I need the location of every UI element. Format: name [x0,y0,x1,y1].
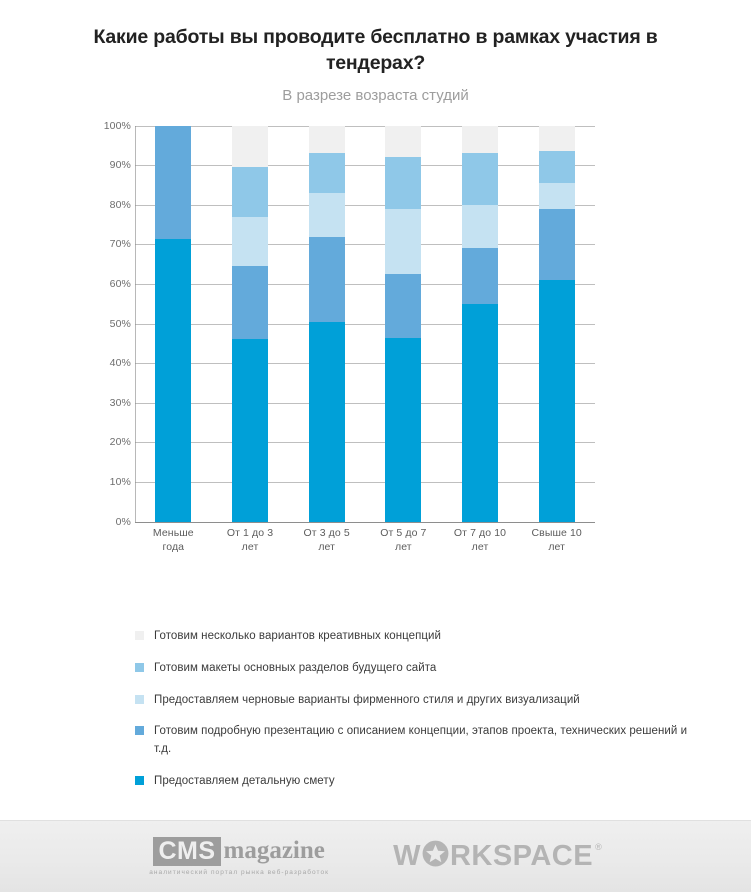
workspace-logo-right: RKSPACE [449,840,594,872]
bar-segment[interactable] [462,304,498,522]
workspace-logo-text [393,840,593,873]
legend-item[interactable] [135,692,695,710]
bar-column[interactable] [135,126,212,522]
chart-header [0,0,751,104]
x-axis-tick-label [288,526,365,554]
legend-item-label: Готовим несколько вариантов креативных концепций [154,630,441,642]
x-axis-tick-label [518,526,595,554]
bar-segment[interactable] [232,339,268,521]
bar-segment[interactable] [385,126,421,158]
stacked-bar[interactable] [232,126,268,522]
bar-segment[interactable] [385,338,421,522]
bar-segment[interactable] [539,126,575,152]
bar-segment[interactable] [462,153,498,204]
bar-column[interactable] [288,126,365,522]
chart-plot-area [103,119,615,553]
grid-line [135,522,595,523]
legend-swatch-icon [135,776,144,785]
stacked-bar[interactable] [309,126,345,522]
bar-series-container [135,126,595,522]
stacked-bar[interactable] [462,126,498,522]
bar-segment[interactable] [539,183,575,209]
bar-segment[interactable] [309,237,345,322]
legend-item[interactable] [135,723,695,759]
y-axis-tick-label: 90% [109,159,131,172]
bar-segment[interactable] [309,126,345,154]
bar-segment[interactable] [385,209,421,274]
x-axis-tick-line: От 3 до 5 [303,526,350,539]
legend-item[interactable] [135,660,695,678]
bar-segment[interactable] [309,193,345,237]
stacked-bar[interactable] [539,126,575,522]
bar-segment[interactable] [462,248,498,303]
y-axis-tick-label: 60% [109,278,131,291]
y-axis [91,119,131,528]
y-axis-tick-label: 20% [109,436,131,449]
bar-segment[interactable] [309,153,345,193]
y-axis-tick-label: 0% [115,515,131,528]
legend-swatch-icon [135,726,144,735]
bar-segment[interactable] [155,239,191,522]
bar-segment[interactable] [232,126,268,168]
legend-item-label: Готовим макеты основных разделов будущего сайта [154,661,437,674]
bar-column[interactable] [442,126,519,522]
x-axis-tick-line: лет [318,540,336,553]
x-axis-tick-line: лет [471,540,489,553]
y-axis-tick-label: 70% [109,238,131,251]
x-axis-tick-line: От 7 до 10 [453,526,507,539]
y-axis-tick-label: 10% [109,476,131,489]
stacked-bar[interactable] [385,126,421,522]
bar-segment[interactable] [309,322,345,522]
x-axis-tick-label [135,526,212,554]
x-axis-tick-line: Меньше [152,526,194,539]
legend-item-label: Предоставляем детальную смету [154,775,335,788]
legend-item-label: Предоставляем черновые варианты фирменного стиля и других визуализаций [154,693,580,706]
legend-swatch-icon [135,695,144,704]
legend-item[interactable] [135,628,695,646]
x-axis-tick-line: года [162,540,185,553]
workspace-registered-mark: ® [595,842,602,852]
y-axis-tick-label: 30% [109,396,131,409]
legend-swatch-icon [135,663,144,672]
workspace-logo [393,840,602,873]
bar-segment[interactable] [232,217,268,267]
x-axis-tick-line: От 1 до 3 [226,526,274,539]
page-subtitle: В разрезе возраста студий [282,86,469,104]
bar-segment[interactable] [539,280,575,522]
x-axis-tick-line: От 5 до 7 [380,526,427,539]
cms-logo-wordmark [153,837,324,866]
cms-logo-tagline: аналитический портал рынка веб-разработок [149,869,330,877]
bar-segment[interactable] [385,157,421,208]
stacked-bar[interactable] [155,126,191,522]
page-title: Какие работы вы проводите бесплатно в рамках участия в тендерах? [93,26,658,75]
bar-column[interactable] [212,126,289,522]
legend-swatch-icon [135,631,144,640]
bar-segment[interactable] [462,205,498,249]
x-axis-tick-line: лет [241,540,259,553]
x-axis-tick-line: лет [394,540,412,553]
cms-logo-mark: CMS [153,837,220,866]
y-axis-tick-label: 50% [109,317,131,330]
chart-legend [135,628,695,805]
x-axis [135,526,595,554]
x-axis-tick-label [212,526,289,554]
y-axis-tick-label: 100% [103,119,131,132]
bar-segment[interactable] [462,126,498,154]
legend-item[interactable] [135,773,695,791]
x-axis-tick-label [365,526,442,554]
bar-column[interactable] [518,126,595,522]
x-axis-tick-line: Свыше 10 [531,526,582,539]
x-axis-tick-label [442,526,519,554]
x-axis-tick-line: лет [548,540,566,553]
y-axis-tick-label: 80% [109,198,131,211]
bar-segment[interactable] [385,274,421,337]
bar-segment[interactable] [232,167,268,217]
bar-segment[interactable] [155,126,191,239]
bar-segment[interactable] [539,209,575,280]
star-icon [422,840,449,873]
legend-item-label: Готовим подробную презентацию с описанием концепции, этапов проекта, технических решений и т.д. [154,725,688,756]
bar-segment[interactable] [232,266,268,339]
cms-magazine-logo [149,837,329,876]
cms-logo-word: magazine [223,837,325,865]
page-footer [0,820,751,892]
workspace-logo-left: W [393,840,421,872]
y-axis-tick-label: 40% [109,357,131,370]
bar-column[interactable] [365,126,442,522]
bar-segment[interactable] [539,151,575,183]
